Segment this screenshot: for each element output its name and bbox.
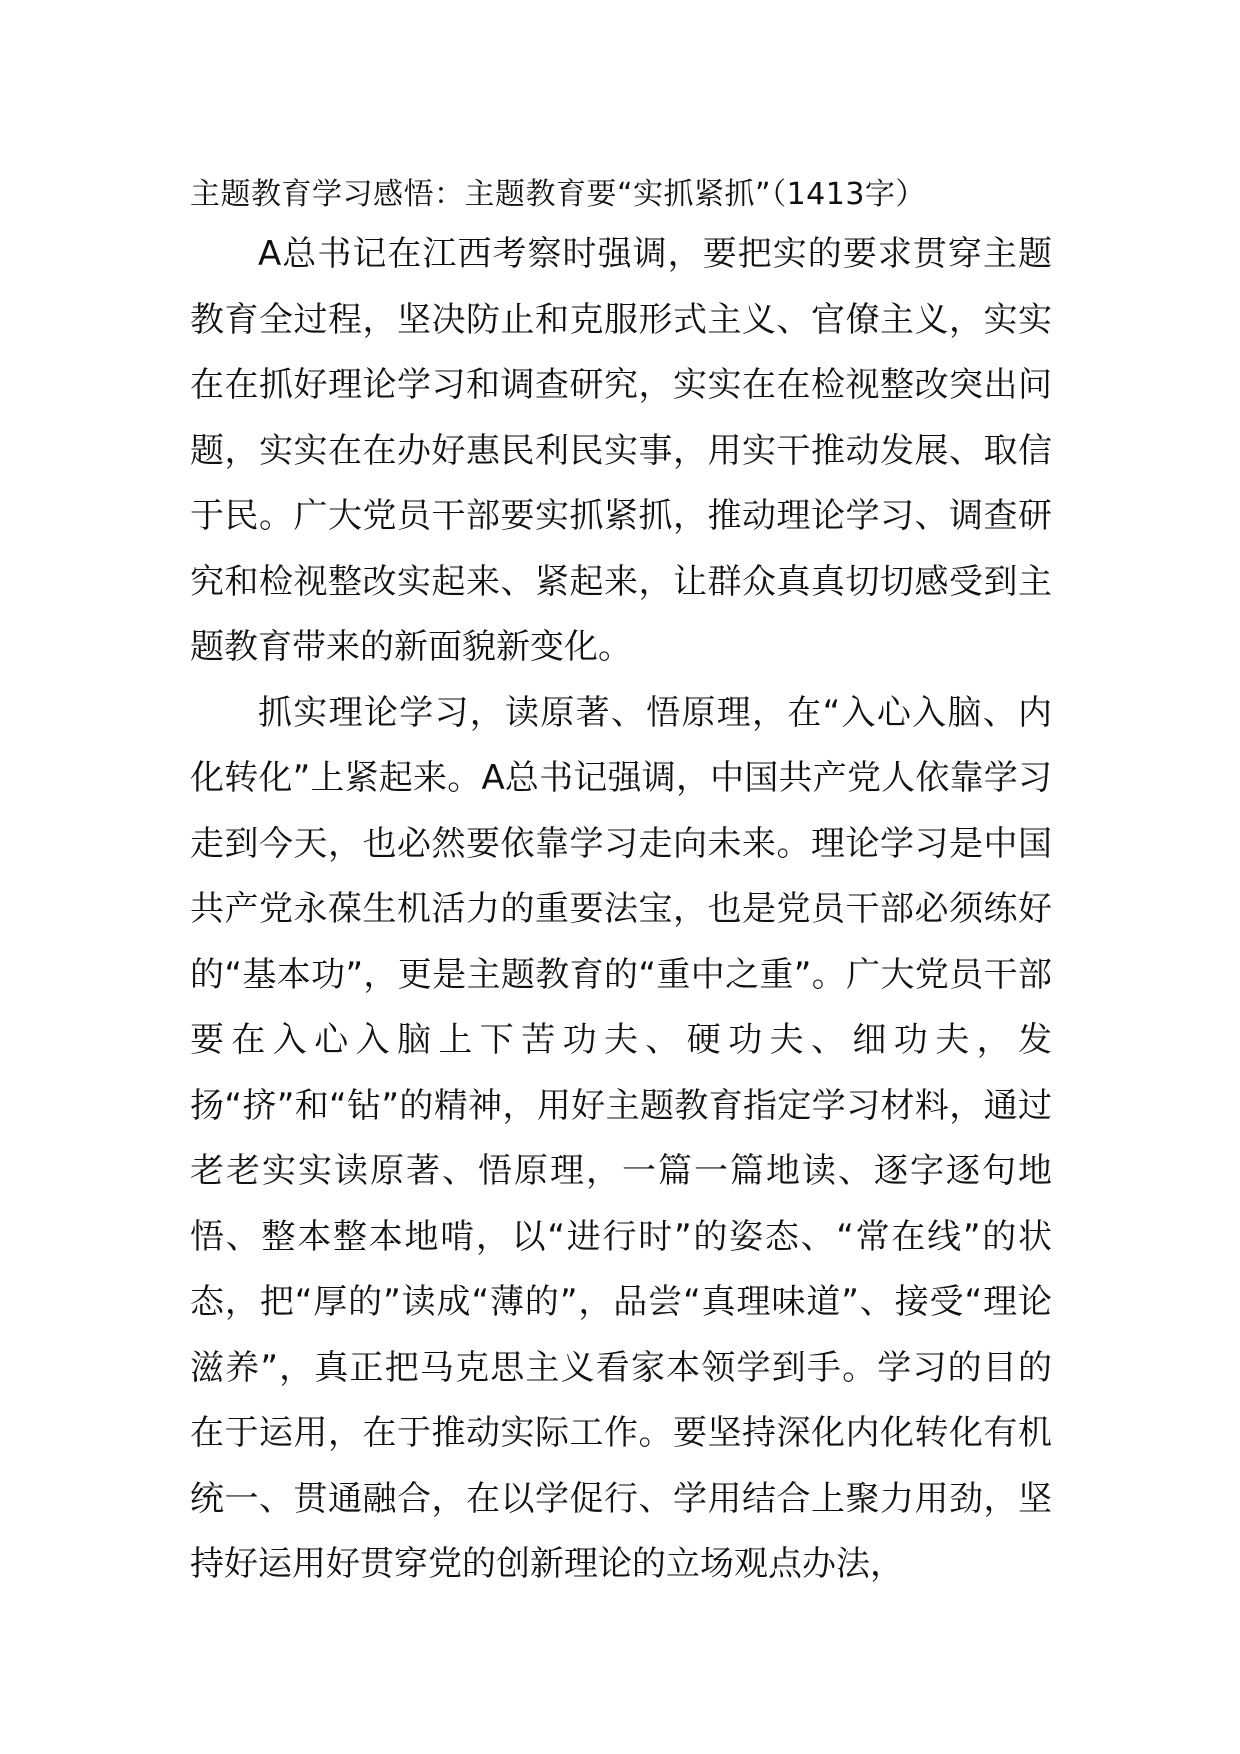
paragraph-2: 抓实理论学习，读原著、悟原理，在“入心入脑、内化转化”上紧起来。A总书记强调，中国共产党人依靠学习走到今天，也必然要依靠学习走向未来。理论学习是中国共产党永葆生机活力的重要法宝，也是党员干部必须练好的“基本功”，更是主题教育的“重中之重”。广大党员干部要在入心入脑上下苦功夫、硬功夫、细功夫，发扬“挤”和“钻”的精神，用好主题教育指定学习材料，通过老老实实读原著、悟原理，一篇一篇地读、逐字逐句地悟、整本整本地啃，以“进行时”的姿态、“常在线”的状态，把“厚的”读成“薄的”，品尝“真理味道”、接受“理论滋养”，真正把马克思主义看家本领学到手。学习的目的在于运用，在于推动实际工作。要坚持深化内化转化有机统一、贯通融合，在以学促行、学用结合上聚力用劲，坚持好运用好贯穿党的创新理论的立场观点办法， [190, 692, 1052, 1584]
document-title: 主题教育学习感悟：主题教育要“实抓紧抓”（1413字） [190, 177, 926, 212]
paragraph-1: A总书记在江西考察时强调，要把实的要求贯穿主题教育全过程，坚决防止和克服形式主义、官僚主义，实实在在抓好理论学习和调查研究，实实在在检视整改突出问题，实实在在办好惠民利民实事，用实干推动发展、取信于民。广大党员干部要实抓紧抓，推动理论学习、调查研究和检视整改实起来、紧起来，让群众真真切切感受到主题教育带来的新面貌新变化。 [190, 234, 1052, 667]
document-page [190, 168, 1052, 1598]
